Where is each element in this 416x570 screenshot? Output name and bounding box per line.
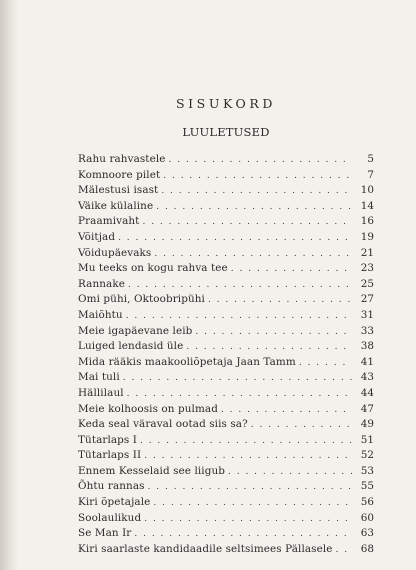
- contents-entry: [78, 542, 374, 558]
- contents-entry: [78, 152, 374, 168]
- entry-page-number: 56: [360, 496, 374, 509]
- entry-page-number: 52: [360, 449, 374, 462]
- entry-page-number: 7: [367, 168, 374, 181]
- entry-title: Mu teeks on kogu rahva tee: [78, 262, 228, 275]
- dot-leader: [153, 496, 352, 512]
- dot-leader: [118, 231, 352, 247]
- entry-title: Kiri saarlaste kandidaadile seltsimees Pällasele: [78, 542, 333, 555]
- contents-entry: [78, 183, 374, 199]
- contents-entry: [78, 230, 374, 246]
- dot-leader: [221, 403, 352, 419]
- entry-title: Ennem Kesselaid see liigub: [78, 464, 226, 477]
- contents-entry: [78, 386, 374, 402]
- page-binding-shadow: [0, 0, 18, 570]
- entry-page-number: 33: [360, 324, 374, 337]
- entry-page-number: 25: [360, 277, 374, 290]
- entry-title: Õhtu rannas: [78, 480, 145, 493]
- contents-entry: [78, 417, 374, 433]
- entry-title: Praamivaht: [78, 215, 140, 228]
- contents-entry: [78, 199, 374, 215]
- entry-title: Võitjad: [78, 230, 116, 243]
- entry-title: Rahu rahvastele: [78, 153, 166, 165]
- dot-leader: [186, 340, 352, 356]
- contents-entry: [78, 355, 374, 371]
- entry-page-number: 55: [360, 480, 374, 493]
- entry-title: Tütarlaps II: [78, 449, 142, 462]
- entry-page-number: 21: [360, 246, 374, 259]
- contents-entry: [78, 433, 374, 449]
- dot-leader: [169, 153, 353, 169]
- dot-leader: [140, 434, 352, 450]
- entry-page-number: 63: [360, 527, 374, 540]
- dot-leader: [126, 309, 352, 325]
- entry-page-number: 27: [360, 293, 374, 306]
- contents-entry: [78, 495, 374, 511]
- contents-entry: [78, 246, 374, 262]
- entry-title: Luiged lendasid üle: [78, 340, 184, 353]
- dot-leader: [156, 200, 352, 216]
- entry-page-number: 16: [360, 215, 374, 228]
- entry-title: Hällilaul: [78, 386, 124, 399]
- entry-page-number: 10: [360, 184, 374, 197]
- dot-leader: [142, 215, 352, 231]
- contents-entry: [78, 464, 374, 480]
- entry-page-number: 53: [360, 464, 374, 477]
- entry-title: Võidupäevaks: [78, 246, 152, 259]
- entry-title: Maiõhtu: [78, 308, 123, 321]
- dot-leader: [336, 543, 352, 559]
- entry-title: Mälestusi isast: [78, 184, 159, 197]
- entry-title: Kiri õpetajale: [78, 496, 151, 509]
- dot-leader: [208, 293, 352, 309]
- contents-entry: [78, 370, 374, 386]
- entry-page-number: 31: [360, 308, 374, 321]
- entry-page-number: 43: [360, 371, 374, 384]
- dot-leader: [144, 512, 352, 528]
- dot-leader: [251, 418, 352, 434]
- dot-leader: [148, 480, 352, 496]
- contents-entry: [78, 339, 374, 355]
- entry-title: Meie igapäevane leib: [78, 324, 193, 337]
- entry-title: Keda seal väraval ootad siis sa?: [78, 418, 248, 431]
- dot-leader: [195, 325, 352, 341]
- dot-leader: [128, 278, 352, 294]
- entry-title: Se Man Ir: [78, 527, 132, 540]
- entry-page-number: 44: [360, 386, 374, 399]
- contents-entry: [78, 168, 374, 184]
- entry-title: Komnoore pilet: [78, 168, 161, 181]
- entry-title: Omi pühi, Oktoobripühi: [78, 293, 205, 306]
- entry-title: Mai tuli: [78, 371, 120, 384]
- entry-title: Väike külaline: [78, 199, 154, 212]
- entry-page-number: 60: [360, 511, 374, 524]
- section-heading-poems: LUULETUSED: [182, 125, 270, 139]
- contents-entry: [78, 479, 374, 495]
- dot-leader: [144, 449, 352, 465]
- contents-entry: [78, 402, 374, 418]
- contents-list: [78, 152, 374, 557]
- contents-entry: [78, 261, 374, 277]
- contents-entry: [78, 526, 374, 542]
- entry-page-number: 38: [360, 340, 374, 353]
- contents-entry: [78, 214, 374, 230]
- dot-leader: [134, 527, 352, 543]
- dot-leader: [299, 356, 352, 372]
- contents-heading: SISUKORD: [175, 96, 277, 111]
- contents-entry: [78, 292, 374, 308]
- entry-page-number: 23: [360, 262, 374, 275]
- contents-entry: [78, 277, 374, 293]
- entry-title: Meie kolhoosis on pulmad: [78, 402, 218, 415]
- entry-page-number: 49: [360, 418, 374, 431]
- entry-page-number: 51: [360, 433, 374, 446]
- entry-title: Soolaulikud: [78, 511, 142, 524]
- entry-page-number: 47: [360, 402, 374, 415]
- contents-entry: [78, 511, 374, 527]
- dot-leader: [154, 247, 352, 263]
- dot-leader: [163, 169, 352, 185]
- entry-page-number: 5: [367, 153, 374, 165]
- contents-entry: [78, 324, 374, 340]
- entry-page-number: 14: [360, 199, 374, 212]
- dot-leader: [127, 387, 352, 403]
- entry-title: Tütarlaps I: [78, 433, 137, 446]
- entry-page-number: 41: [360, 355, 374, 368]
- entry-title: Rannake: [78, 277, 125, 290]
- dot-leader: [123, 371, 352, 387]
- entry-page-number: 19: [360, 230, 374, 243]
- table-of-contents-page: [78, 96, 374, 557]
- contents-entry: [78, 308, 374, 324]
- dot-leader: [231, 262, 352, 278]
- entry-page-number: 68: [360, 542, 374, 555]
- entry-title: Mida rääkis maakooliõpetaja Jaan Tamm: [78, 355, 296, 368]
- dot-leader: [228, 465, 352, 481]
- contents-entry: [78, 448, 374, 464]
- dot-leader: [161, 184, 352, 200]
